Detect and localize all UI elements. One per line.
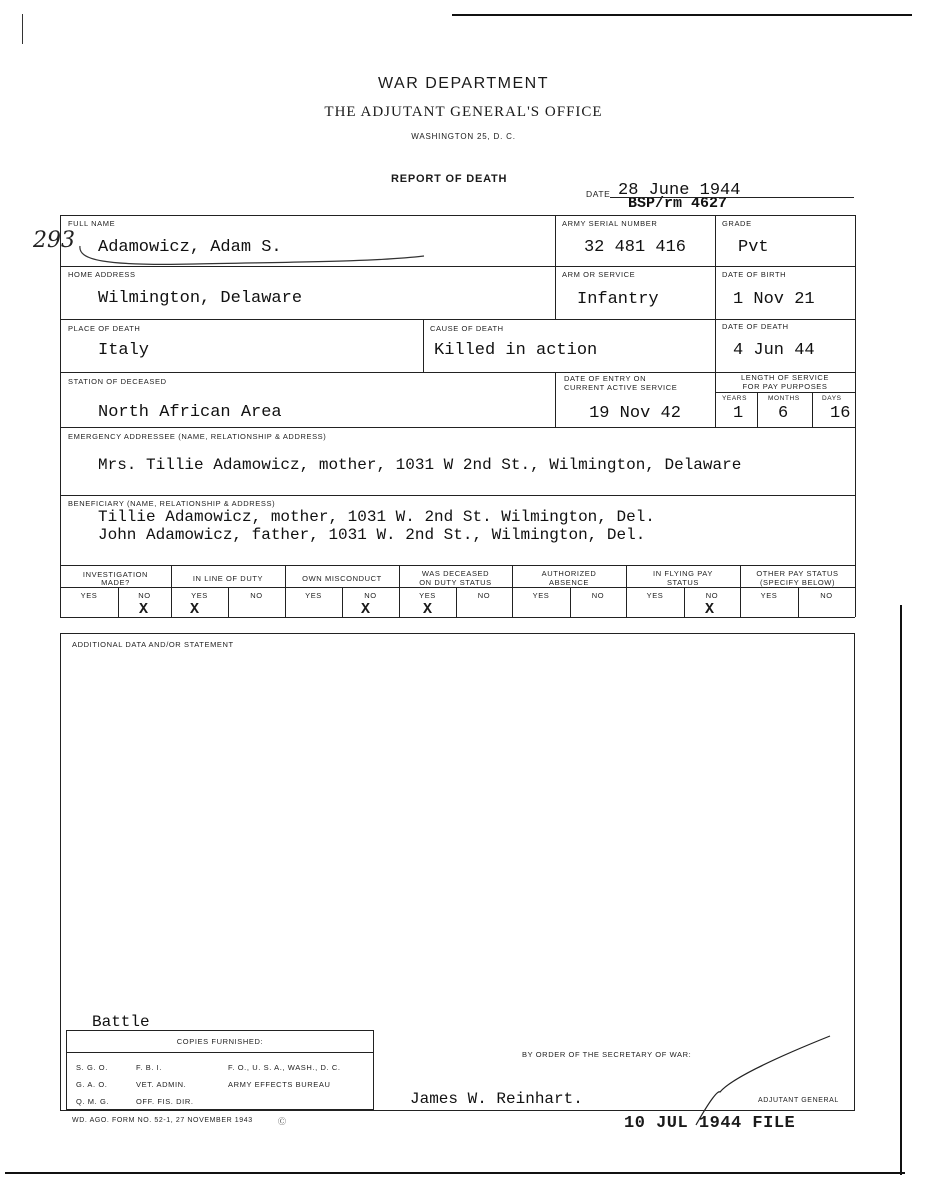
flying-header-2: STATUS <box>666 578 700 587</box>
copyright-icon: Ⓒ <box>278 1117 286 1126</box>
additional-data-label: ADDITIONAL DATA AND/OR STATEMENT <box>72 640 234 649</box>
absence-header-1: AUTHORIZED <box>541 569 597 578</box>
months-label: MONTHS <box>768 395 800 402</box>
emergency-value: Mrs. Tillie Adamowicz, mother, 1031 W 2nd St., Wilmington, Delaware <box>98 456 742 474</box>
beneficiary-label: BENEFICIARY (NAME, RELATIONSHIP & ADDRESS) <box>68 499 276 508</box>
entry-label-1: DATE OF ENTRY ON <box>564 374 647 383</box>
date-label: DATE <box>586 189 611 199</box>
entry-label-2: CURRENT ACTIVE SERVICE <box>564 383 678 392</box>
yes-label: YES <box>305 591 322 600</box>
other-header-2: (SPECIFY BELOW) <box>759 578 836 587</box>
flying-no-mark: X <box>705 601 715 618</box>
right-edge-line <box>900 605 902 1175</box>
yes-label: YES <box>760 591 778 600</box>
cause-label: CAUSE OF DEATH <box>430 324 504 333</box>
no-label: NO <box>138 591 151 600</box>
no-label: NO <box>250 591 263 600</box>
length-label-2: FOR PAY PURPOSES <box>742 382 828 391</box>
copy-fis-dir: OFF. FIS. DIR. <box>136 1097 194 1106</box>
investigation-no-mark: X <box>139 601 149 618</box>
no-label: NO <box>364 591 377 600</box>
line-of-duty-header: IN LINE OF DUTY <box>192 574 264 583</box>
copy-qmg: Q. M. G. <box>76 1097 110 1106</box>
beneficiary-line-1: Tillie Adamowicz, mother, 1031 W. 2nd St. Wilmington, Del. <box>98 508 655 526</box>
yes-label: YES <box>532 591 550 600</box>
duty-status-header-1: WAS DECEASED <box>421 569 490 578</box>
days-label: DAYS <box>822 395 842 402</box>
place-death-label: PLACE OF DEATH <box>68 324 141 333</box>
additional-data-value: Battle <box>92 1013 150 1031</box>
no-label: NO <box>820 591 833 600</box>
investigation-header-2: MADE? <box>101 578 130 587</box>
station-label: STATION OF DECEASED <box>68 377 167 386</box>
file-stamp: 10 JUL 1944 FILE <box>624 1114 796 1133</box>
reference-number: BSP/rm 4627 <box>628 195 728 212</box>
grade-value: Pvt <box>738 238 769 257</box>
other-header-1: OTHER PAY STATUS <box>756 569 839 578</box>
copy-army-effects: ARMY EFFECTS BUREAU <box>228 1080 331 1089</box>
birth-value: 1 Nov 21 <box>733 290 815 309</box>
full-name-value: Adamowicz, Adam S. <box>98 238 282 257</box>
no-label: NO <box>591 591 605 600</box>
name-underline-scribble <box>74 242 434 272</box>
by-order-text: BY ORDER OF THE SECRETARY OF WAR: <box>522 1050 692 1059</box>
signatory-name: James W. Reinhart. <box>410 1090 583 1108</box>
investigation-header-1: INVESTIGATION <box>82 570 149 579</box>
signatory-title: ADJUTANT GENERAL <box>758 1097 839 1104</box>
home-address-value: Wilmington, Delaware <box>98 289 303 308</box>
beneficiary-line-2: John Adamowicz, father, 1031 W. 2nd St., Wilmington, Del. <box>98 526 646 544</box>
yes-label: YES <box>191 591 208 600</box>
copy-vet-admin: VET. ADMIN. <box>136 1080 187 1089</box>
days-value: 16 <box>830 404 851 423</box>
entry-value: 19 Nov 42 <box>589 404 681 423</box>
form-number: WD. AGO. FORM NO. 52-1, 27 NOVEMBER 1943 <box>72 1117 253 1124</box>
birth-label: DATE OF BIRTH <box>722 270 787 279</box>
serial-value: 32 481 416 <box>583 238 687 257</box>
arm-label: ARM OR SERVICE <box>562 270 636 279</box>
flying-header-1: IN FLYING PAY <box>653 569 713 578</box>
bottom-edge-line <box>5 1172 905 1174</box>
duty-status-yes-mark: X <box>423 601 433 618</box>
full-name-label: FULL NAME <box>68 219 116 228</box>
copy-gao: G. A. O. <box>76 1080 108 1089</box>
office-heading: THE ADJUTANT GENERAL'S OFFICE <box>324 104 603 120</box>
home-address-label: HOME ADDRESS <box>68 270 136 279</box>
date-death-label: DATE OF DEATH <box>722 322 789 331</box>
years-label: YEARS <box>722 395 748 402</box>
serial-label: ARMY SERIAL NUMBER <box>562 219 658 228</box>
copies-title: COPIES FURNISHED: <box>176 1037 264 1046</box>
grade-label: GRADE <box>722 219 752 228</box>
duty-status-header-2: ON DUTY STATUS <box>419 578 492 587</box>
station-value: North African Area <box>98 403 282 422</box>
length-label-1: LENGTH OF SERVICE <box>741 373 829 382</box>
yes-label: YES <box>646 591 664 600</box>
place-death-value: Italy <box>98 341 150 360</box>
arm-value: Infantry <box>577 290 659 309</box>
copy-sgo: S. G. O. <box>76 1063 108 1072</box>
date-death-value: 4 Jun 44 <box>733 341 815 360</box>
left-edge-line <box>22 14 23 44</box>
copy-fousa: F. O., U. S. A., WASH., D. C. <box>228 1063 341 1072</box>
location-heading: WASHINGTON 25, D. C. <box>411 132 516 141</box>
cause-value: Killed in action <box>434 341 598 360</box>
date-value: 28 June 1944 <box>618 181 741 200</box>
years-value: 1 <box>733 404 744 423</box>
misconduct-no-mark: X <box>361 601 371 618</box>
months-value: 6 <box>778 404 789 423</box>
department-heading: WAR DEPARTMENT <box>378 75 549 92</box>
copy-fbi: F. B. I. <box>136 1063 163 1072</box>
no-label: NO <box>705 591 719 600</box>
form-title: REPORT OF DEATH <box>391 173 508 185</box>
misconduct-header: OWN MISCONDUCT <box>302 574 382 583</box>
handwritten-number: 293 <box>33 228 75 253</box>
absence-header-2: ABSENCE <box>548 578 590 587</box>
yes-label: YES <box>419 591 436 600</box>
emergency-label: EMERGENCY ADDRESSEE (NAME, RELATIONSHIP & ADDRESS) <box>68 432 327 441</box>
top-edge-line <box>452 14 912 16</box>
yes-label: YES <box>80 591 98 600</box>
no-label: NO <box>477 591 491 600</box>
line-of-duty-yes-mark: X <box>190 601 200 618</box>
